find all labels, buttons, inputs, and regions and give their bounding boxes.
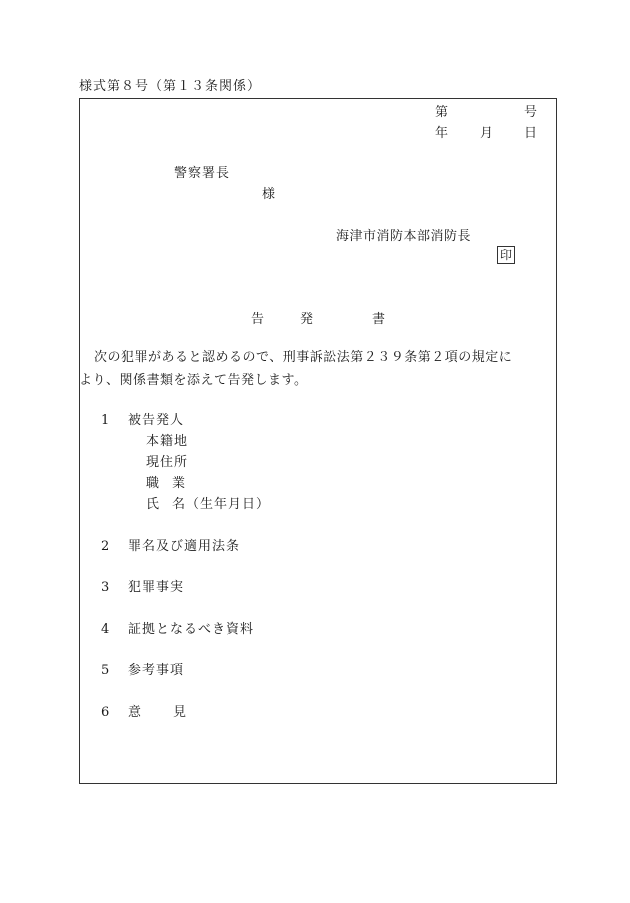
- sender-name: 海津市消防本部消防長: [336, 229, 472, 244]
- item-label-evidence: 証拠となるべき資料: [128, 622, 255, 637]
- item-label-references: 参考事項: [128, 663, 185, 678]
- item-number-6: 6: [101, 705, 110, 720]
- document-title-char-1: 告: [251, 312, 265, 327]
- document-title-char-2: 発: [300, 312, 314, 327]
- body-line-1: 次の犯罪があると認めるので、刑事訴訟法第２３９条第２項の規定に: [94, 350, 513, 365]
- form-number-title: 様式第８号（第１３条関係）: [79, 79, 262, 94]
- item-number-4: 4: [101, 622, 110, 637]
- item-number-3: 3: [101, 580, 110, 595]
- document-title-char-3: 書: [372, 312, 386, 327]
- seal-stamp-box: 印: [497, 246, 515, 264]
- item-label-charges: 罪名及び適用法条: [128, 539, 241, 554]
- item-number-1: 1: [101, 413, 110, 428]
- addressee-honorific: 様: [262, 187, 276, 202]
- field-name-birthdate: 名（生年月日）: [172, 497, 271, 512]
- body-line-2: より、関係書類を添えて告発します。: [79, 373, 308, 388]
- date-day: 日: [524, 126, 538, 141]
- field-domicile: 本籍地: [146, 434, 189, 449]
- item-label-opinion-char-1: 意: [128, 705, 143, 720]
- item-number-2: 2: [101, 539, 110, 554]
- date-year: 年: [435, 126, 449, 141]
- item-label-opinion-char-2: 見: [173, 705, 187, 720]
- addressee-office: 警察署長: [174, 166, 231, 181]
- date-month: 月: [480, 126, 494, 141]
- number-prefix: 第: [435, 105, 449, 120]
- item-number-5: 5: [101, 663, 110, 678]
- item-label-crime-facts: 犯罪事実: [128, 580, 185, 595]
- field-occupation-char-2: 業: [172, 476, 186, 491]
- field-name-char-1: 氏: [146, 497, 161, 512]
- number-suffix: 号: [524, 105, 538, 120]
- field-occupation-char-1: 職: [146, 476, 161, 491]
- item-label-accused: 被告発人: [128, 413, 185, 428]
- field-address: 現住所: [146, 455, 189, 470]
